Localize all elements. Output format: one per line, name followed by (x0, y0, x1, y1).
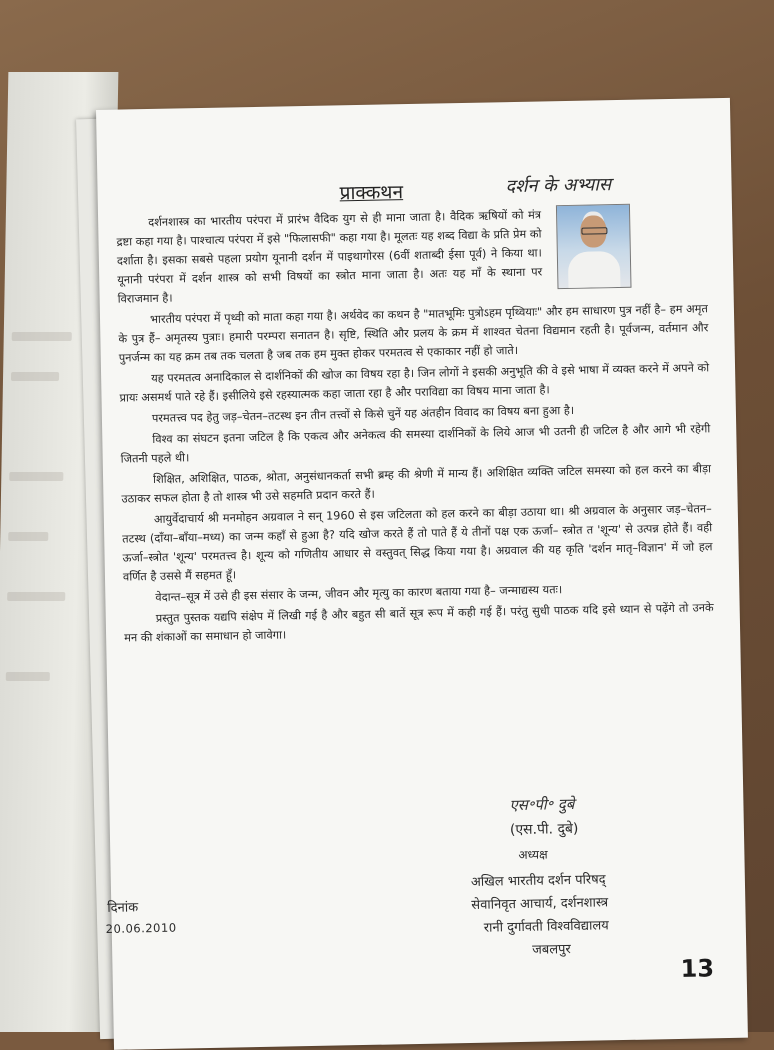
signatory-organisation: अखिल भारतीय दर्शन परिषद् (470, 872, 606, 890)
signatory-city: जबलपुर (532, 942, 571, 958)
handwritten-note: दर्शन के अभ्यास (505, 174, 612, 198)
left-page-faint-text (9, 472, 63, 481)
page-number: 13 (680, 954, 715, 983)
date-value: 20.06.2010 (105, 920, 177, 936)
handwritten-signature: एस॰पी॰ दुबे (509, 794, 575, 815)
left-page-faint-text (6, 672, 50, 681)
left-page-faint-text (7, 592, 65, 601)
signatory-role: अध्यक्ष (518, 847, 548, 863)
left-page-faint-text (12, 332, 72, 341)
paragraph: विश्व का संघटन इतना जटिल है कि एकत्व और अनेकत्व की समस्या दार्शनिकों के लिये आज भी उतनी ही जटिल है और आगे भी रहेगी जितनी पहले थी। (120, 422, 711, 466)
signatory-name: (एस.पी. दुबे) (509, 820, 579, 839)
signatory-position: सेवानिवृत आचार्य, दर्शनशास्त्र (471, 895, 609, 913)
paragraph: वेदान्त–सूत्र में उसे ही इस संसार के जन्म, जीवन और मृत्यु का कारण बताया गया है– जन्माद्यस्य यतः। (155, 583, 563, 604)
paragraph: दर्शनशास्त्र का भारतीय परंपरा में प्रारंभ वैदिक युग से ही माना जाता है। वैदिक ऋषियों को मंत्र द्रष्टा कहा गया है। पाश्चात्य परंपरा में इसे "फिलासफी" कहा गया है। मूलतः यह शब्द विद्या के प्रति प्रेम को दर्शाता है। इसका सबसे पहला प्रयोग यूनानी दर्शन में पाइथागोरस (6वीं शताब्दी ईसा पूर्व) ने किया था। यूनानी परंपरा में दर्शन शास्त्र को सभी विषयों का स्त्रोत माना जाता है। अतः यह माँ के स्थाना पर विराजमान है। (116, 208, 543, 306)
signatory-university: रानी दुर्गावती विश्वविद्यालय (483, 918, 609, 936)
left-page-faint-text (8, 532, 48, 541)
page-title: प्राक्कथन (339, 181, 404, 205)
foreword-body (116, 202, 714, 649)
paragraph: परमतत्त्व पद हेतु जड़–चेतन–तटस्थ इन तीन तत्त्वों से किसे चुनें यह अंतहीन विवाद का विषय बना हुआ है। (151, 403, 575, 425)
paragraph: आयुर्वेदाचार्य श्री मनमोहन अग्रवाल ने सन् 1960 से इस जटिलता को हल करने का बीड़ा उठाया था। श्री अग्रवाल के अनुसार जड़–चेतन–तटस्थ (दाँया–बाँया–मध्य) का जन्म कहाँ से हुआ है? यदि खोज करते हैं तो पाते हैं ये तीनों पक्ष एक ऊर्जा– स्त्रोत त 'शून्य' से उत्पन्न होते हैं। वही ऊर्जा–स्त्रोत 'शून्य' परमतत्त्व है। शून्य को गणितीय आधार से वस्तुवत् सिद्ध किया गया है। अग्रवाल की यह कृति 'दर्शन मातृ–विज्ञान' में जो हल वर्णित है उससे मैं सहमत हूँ। (122, 502, 713, 584)
paragraph: यह परमतत्व अनादिकाल से दार्शनिकों की खोज का विषय रहा है। जिन लोगों ने इसकी अनुभूति की वे इसे भाषा में व्यक्त करने में अपने को प्रायः असमर्थ पाते रहे हैं। इसीलिये इसे रहस्यात्मक कहा जाता रहा है और पराविद्या का विषय माना जाता है। (119, 361, 710, 405)
left-page-faint-text (11, 372, 59, 381)
book-page (96, 98, 748, 1050)
date-label: दिनांक (107, 900, 139, 916)
paragraph: प्रस्तुत पुस्तक यद्यपि संक्षेप में लिखी गई है और बहुत सी बातें सूत्र रूप में कही गई हैं। परंतु सुधी पाठक यदि इसे ध्यान से पढ़ेंगे तो उनके मन की शंकाओं का समाधान हो जावेगा। (124, 601, 714, 645)
paragraph: भारतीय परंपरा में पृथ्वी को माता कहा गया है। अर्थवेद का कथन है "मातभूमिः पुत्रोऽहम पृथ्वियाः" और हम साधारण पुत्र नहीं है– हम अमृत के पुत्र हैं– अमृतस्य पुत्राः। हमारी परम्परा सनातन है। सृष्टि, स्थिति और प्रलय के क्रम में शाश्वत चेतना विद्यमान रहती है। पूर्वजन्म, वर्तमान और पुनर्जन्म का यह क्रम तब तक चलता है जब तक हम मुक्त होकर परमतत्व से एकाकार नहीं हो जाते। (118, 302, 709, 365)
paragraph: शिक्षित, अशिक्षित, पाठक, श्रोता, अनुसंधानकर्ता सभी ब्रम्ह की श्रेणी में मान्य हैं। अशिक्षित व्यक्ति जटिल समस्या को हल करने का बीड़ा उठाकर सफल होता है तो शास्त्र भी उसे सहमति प्रदान करते हैं। (121, 462, 712, 506)
